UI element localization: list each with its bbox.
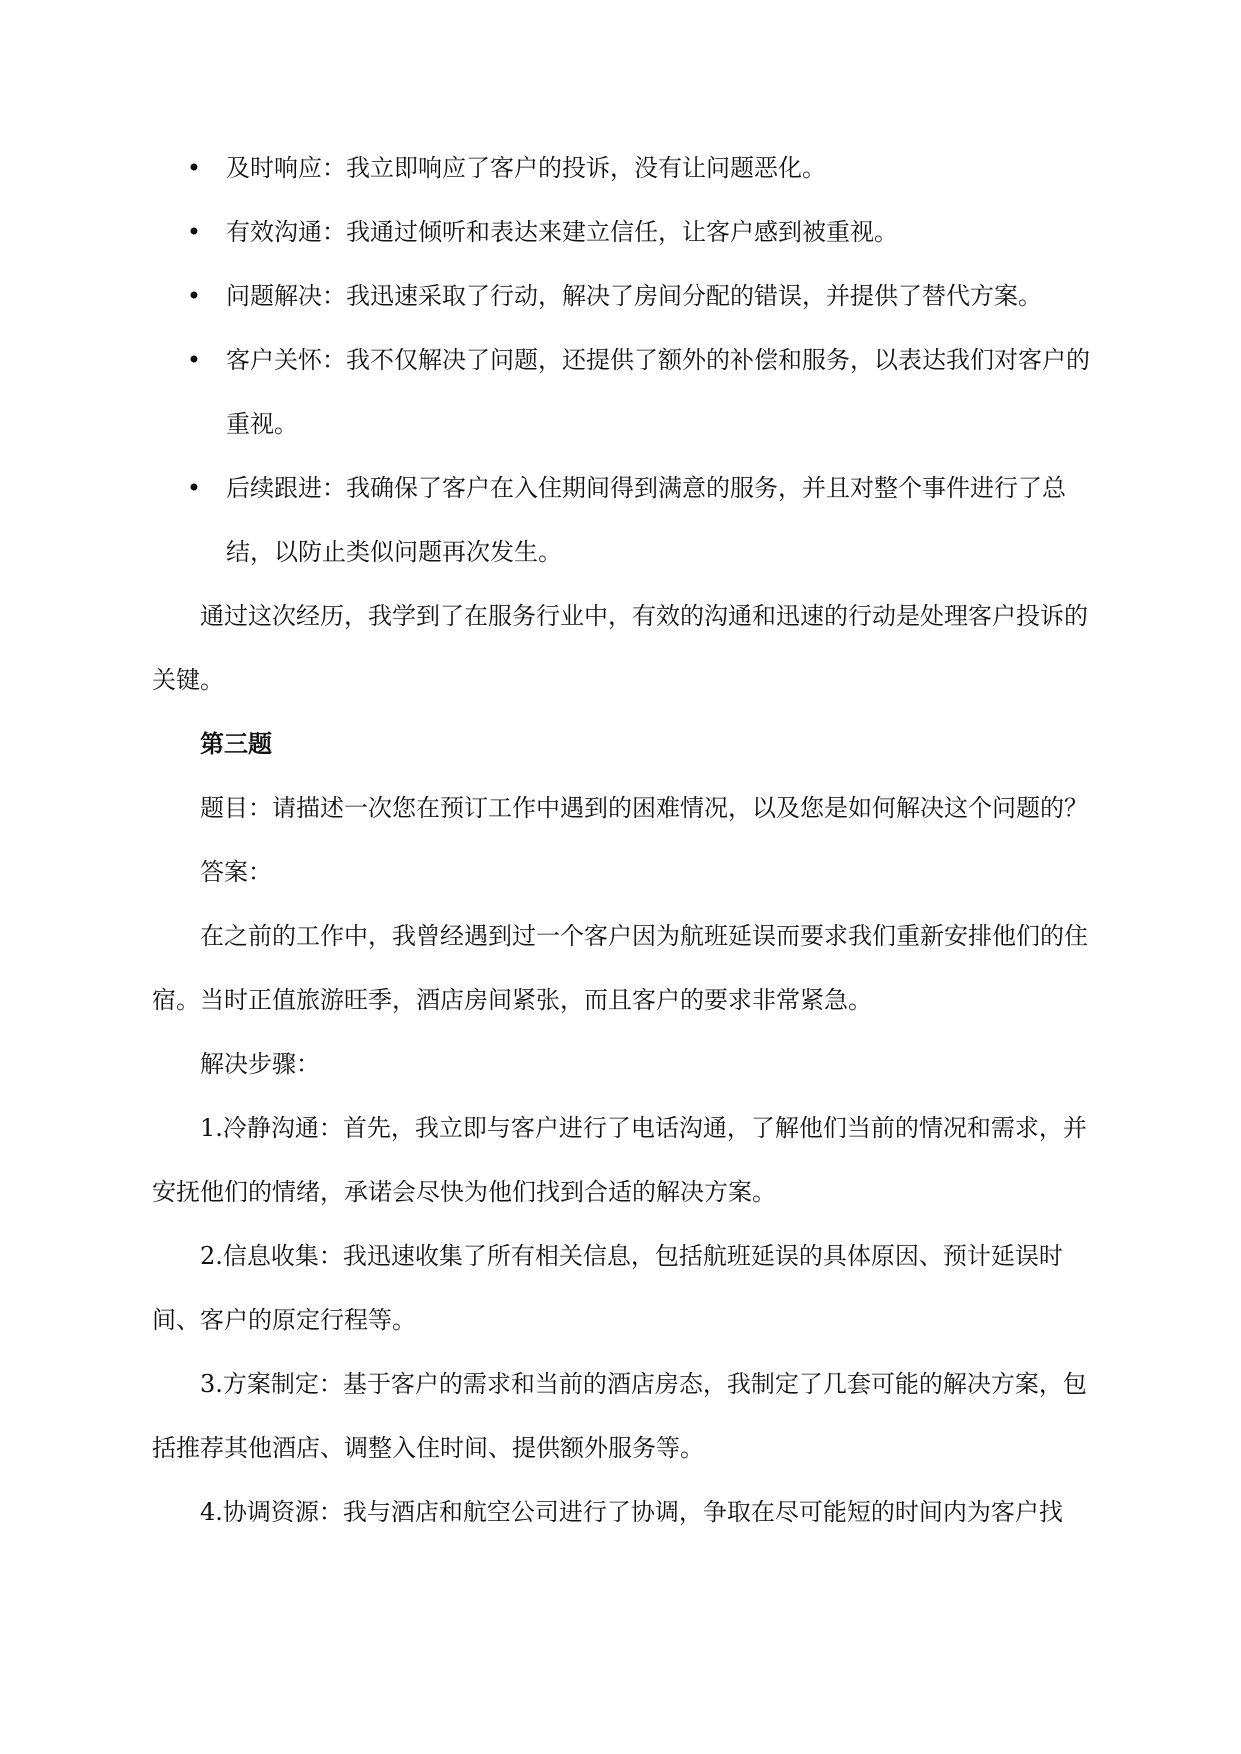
list-item xyxy=(186,328,1092,456)
bullet-text: 后续跟进：我确保了客户在入住期间得到满意的服务，并且对整个事件进行了总结，以防止类似问题再次发生。 xyxy=(226,474,1066,566)
summary-paragraph: 通过这次经历，我学到了在服务行业中，有效的沟通和迅速的行动是处理客户投诉的关键。 xyxy=(152,602,1088,694)
step-paragraph: 2.信息收集：我迅速收集了所有相关信息，包括航班延误的具体原因、预计延误时间、客户的原定行程等。 xyxy=(152,1242,1063,1334)
summary-bullet-list xyxy=(152,136,1092,584)
answer-label: 答案： xyxy=(200,858,272,886)
document-body xyxy=(152,136,1092,1544)
step-paragraph: 1.冷静沟通：首先，我立即与客户进行了电话沟通，了解他们当前的情况和需求，并安抚他们的情绪，承诺会尽快为他们找到合适的解决方案。 xyxy=(152,1114,1087,1206)
section-title: 第三题 xyxy=(200,729,272,758)
steps-label: 解决步骤： xyxy=(200,1050,320,1078)
step-paragraph: 4.协调资源：我与酒店和航空公司进行了协调，争取在尽可能短的时间内为客户找 xyxy=(200,1498,1063,1526)
list-item xyxy=(186,264,1092,328)
list-item xyxy=(186,136,1092,200)
answer-intro-paragraph: 在之前的工作中，我曾经遇到过一个客户因为航班延误而要求我们重新安排他们的住宿。当时正值旅游旺季，酒店房间紧张，而且客户的要求非常紧急。 xyxy=(152,922,1088,1014)
bullet-text: 客户关怀：我不仅解决了问题，还提供了额外的补偿和服务，以表达我们对客户的重视。 xyxy=(226,346,1090,438)
bullet-icon: • xyxy=(186,218,202,246)
bullet-text: 问题解决：我迅速采取了行动，解决了房间分配的错误，并提供了替代方案。 xyxy=(226,282,1042,310)
question-paragraph: 题目：请描述一次您在预订工作中遇到的困难情况，以及您是如何解决这个问题的？ xyxy=(200,794,1088,822)
list-item xyxy=(186,200,1092,264)
list-item xyxy=(186,456,1092,584)
bullet-icon: • xyxy=(186,346,202,374)
bullet-icon: • xyxy=(186,282,202,310)
bullet-text: 及时响应：我立即响应了客户的投诉，没有让问题恶化。 xyxy=(226,154,826,182)
bullet-icon: • xyxy=(186,474,202,502)
step-paragraph: 3.方案制定：基于客户的需求和当前的酒店房态，我制定了几套可能的解决方案，包括推荐其他酒店、调整入住时间、提供额外服务等。 xyxy=(152,1370,1087,1462)
bullet-text: 有效沟通：我通过倾听和表达来建立信任，让客户感到被重视。 xyxy=(226,218,898,246)
bullet-icon: • xyxy=(186,154,202,182)
